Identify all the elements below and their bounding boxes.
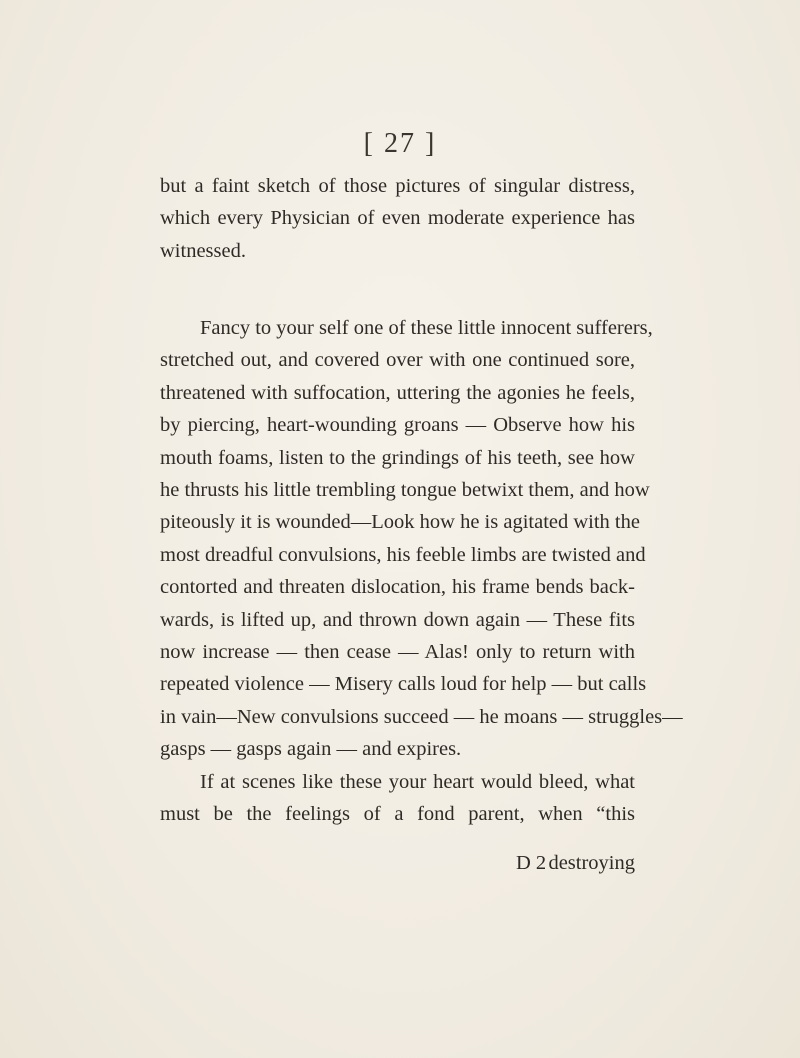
- text-line: now increase — then cease — Alas! only to return with: [160, 641, 635, 664]
- text-line: by piercing, heart-wounding groans — Observe how his: [160, 414, 635, 437]
- text-line: wards, is lifted up, and thrown down again — These fits: [160, 608, 635, 631]
- text-line: piteously it is wounded—Look how he is agitated with the: [160, 511, 640, 534]
- text-line: threatened with suffocation, uttering the agonies he feels,: [160, 381, 635, 404]
- text-line: he thrusts his little trembling tongue betwixt them, and how: [160, 479, 650, 502]
- paragraph-main: [160, 312, 683, 831]
- text-line: in vain—New convulsions succeed — he moans — struggles—: [160, 705, 683, 728]
- text-line: mouth foams, listen to the grindings of his teeth, see how: [160, 446, 635, 469]
- text-line: but a faint sketch of those pictures of singular distress,: [160, 175, 635, 197]
- text-line: must be the feelings of a fond parent, when “this: [160, 803, 635, 826]
- page-number: [ 27 ]: [363, 128, 437, 159]
- text-line: If at scenes like these your heart would bleed, what: [200, 770, 635, 793]
- text-line: most dreadful convulsions, his feeble limbs are twisted and: [160, 543, 646, 566]
- text-line: gasps — gasps again — and expires.: [160, 738, 462, 761]
- text-line: Fancy to your self one of these little innocent sufferers,: [200, 317, 653, 339]
- text-line: which every Physician of even moderate experience has: [160, 207, 635, 230]
- paragraph-continued: [160, 170, 635, 267]
- catchword: destroying: [548, 852, 635, 874]
- text-line: repeated violence — Misery calls loud for help — but calls: [160, 673, 647, 696]
- text-line: stretched out, and covered over with one continued sore,: [160, 349, 635, 372]
- page-footer: [160, 852, 635, 882]
- signature-mark: D 2: [516, 852, 547, 874]
- text-line: contorted and threaten dislocation, his frame bends back-: [160, 576, 635, 599]
- text-line: witnessed.: [160, 239, 246, 262]
